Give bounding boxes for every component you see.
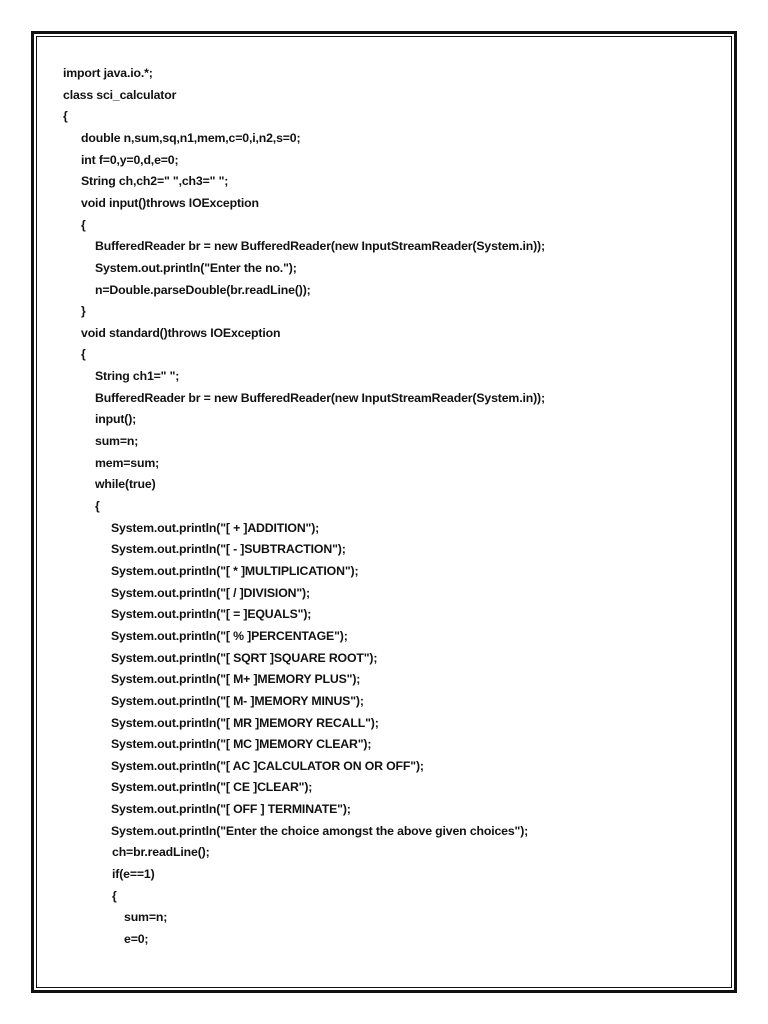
code-line: double n,sum,sq,n1,mem,c=0,i,n2,s=0; [81, 130, 301, 145]
code-line: int f=0,y=0,d,e=0; [81, 152, 179, 167]
code-line: System.out.println("Enter the choice amongst the above given choices"); [111, 823, 529, 838]
code-line: { [81, 347, 86, 362]
code-line: class sci_calculator [63, 87, 177, 102]
code-line: System.out.println("[ M+ ]MEMORY PLUS"); [111, 672, 361, 687]
code-line: System.out.println("[ * ]MULTIPLICATION"); [111, 563, 359, 578]
code-line: n=Double.parseDouble(br.readLine()); [95, 282, 311, 297]
code-line: System.out.println("[ SQRT ]SQUARE ROOT"); [111, 650, 378, 665]
code-line: String ch1=" "; [95, 369, 180, 384]
code-line: { [81, 217, 86, 232]
code-line: void standard()throws IOException [81, 325, 281, 340]
code-line: } [81, 304, 86, 319]
code-line: System.out.println("[ OFF ] TERMINATE"); [111, 802, 351, 817]
code-line: sum=n; [124, 910, 168, 925]
code-line: { [112, 888, 117, 903]
code-line: mem=sum; [95, 455, 160, 470]
code-line: { [95, 499, 100, 513]
code-line: System.out.println("[ AC ]CALCULATOR ON OR OFF"); [111, 758, 424, 773]
code-line: BufferedReader br = new BufferedReader(new InputStreamReader(System.in)); [95, 239, 545, 254]
code-line: { [63, 109, 68, 124]
code-line: System.out.println("[ CE ]CLEAR"); [111, 780, 313, 795]
code-line: input(); [95, 412, 137, 427]
code-line: while(true) [95, 477, 156, 492]
code-line: System.out.println("Enter the no."); [95, 260, 297, 275]
code-line: System.out.println("[ MC ]MEMORY CLEAR"); [111, 737, 372, 752]
code-line: import java.io.*; [63, 66, 153, 80]
code-line: System.out.println("[ = ]EQUALS"); [111, 607, 312, 622]
code-line: System.out.println("[ % ]PERCENTAGE"); [111, 628, 348, 643]
code-line: System.out.println("[ - ]SUBTRACTION"); [111, 542, 346, 557]
code-line: System.out.println("[ MR ]MEMORY RECALL"); [111, 715, 379, 730]
code-line: System.out.println("[ / ]DIVISION"); [111, 585, 310, 600]
code-line: ch=br.readLine(); [112, 845, 210, 860]
code-line: if(e==1) [112, 867, 155, 882]
code-line: void input()throws IOException [81, 195, 259, 210]
code-line: sum=n; [95, 434, 139, 449]
code-line: e=0; [124, 932, 149, 946]
code-line: BufferedReader br = new BufferedReader(new InputStreamReader(System.in)); [95, 390, 545, 405]
code-line: System.out.println("[ M- ]MEMORY MINUS"); [111, 693, 364, 708]
code-line: System.out.println("[ + ]ADDITION"); [111, 520, 320, 535]
code-line: String ch,ch2=" ",ch3=" "; [81, 174, 229, 189]
